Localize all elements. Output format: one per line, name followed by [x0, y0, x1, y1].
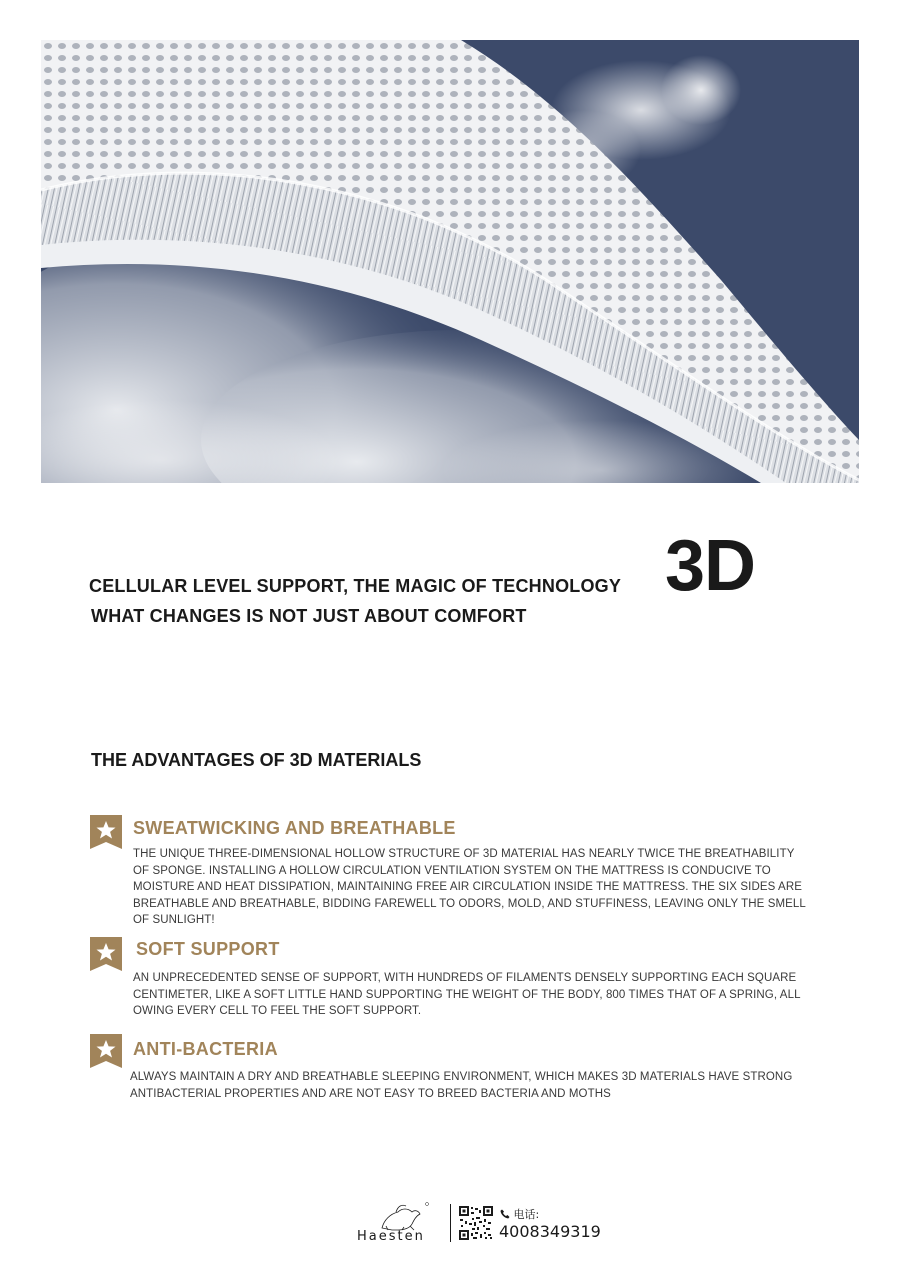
feature-body-anti-bacteria: ALWAYS MAINTAIN A DRY AND BREATHABLE SLEEPING ENVIRONMENT, WHICH MAKES 3D MATERIALS HAVE STRONG ANTIBACTERIAL PROPERTIES AND ARE NOT EASY TO BREED BACTERIA AND MOTHS — [130, 1071, 793, 1100]
star-icon — [90, 815, 122, 849]
headline-3d-label: 3D — [665, 526, 756, 606]
feature-heading-soft-support: SOFT SUPPORT — [136, 939, 280, 959]
headline-line-1: CELLULAR LEVEL SUPPORT, THE MAGIC OF TECHNOLOGY — [89, 576, 622, 596]
star-icon — [90, 937, 122, 971]
headline-line-2: WHAT CHANGES IS NOT JUST ABOUT COMFORT — [91, 606, 527, 626]
phone-label — [500, 1206, 539, 1222]
brand-name: Haesten — [357, 1229, 425, 1244]
hero-image — [41, 40, 859, 483]
advantages-title: THE ADVANTAGES OF 3D MATERIALS — [91, 750, 422, 770]
feature-body-soft-support: AN UNPRECEDENTED SENSE OF SUPPORT, WITH HUNDREDS OF FILAMENTS DENSELY SUPPORTING EACH SQUARE CENTIMETER, LIKE A SOFT LITTLE HAND SUPPORTING THE WEIGHT OF THE BODY, 800 TIMES THAT OF A SPRING, ALL OWING EVERY CELL TO FEEL THE SOFT SUPPORT. — [133, 972, 801, 1018]
phone-label-text: 电话: — [513, 1208, 540, 1221]
feature-body-sweatwicking: THE UNIQUE THREE-DIMENSIONAL HOLLOW STRUCTURE OF 3D MATERIAL HAS NEARLY TWICE THE BREATHABILITY OF SPONGE. INSTALLING A HOLLOW CIRCULATION VENTILATION SYSTEM ON THE MATTRESS IS CONDUCIVE TO MOISTURE AND HEAT DISSIPATION, MAINTAINING FREE AIR CIRCULATION INSIDE THE MATTRESS. THE SIX SIDES ARE BREATHABLE AND BREATHABLE, BIDDING FAREWELL TO ODORS, MOLD, AND STUFFINESS, LEAVING ONLY THE SMELL OF SUNLIGHT! — [133, 848, 806, 927]
feature-heading-sweatwicking: SWEATWICKING AND BREATHABLE — [133, 818, 456, 838]
star-icon — [90, 1034, 122, 1068]
footer-divider — [450, 1204, 451, 1242]
phone-number: 4008349319 — [499, 1222, 601, 1241]
phone-icon — [500, 1209, 510, 1219]
mesh-fabric-illustration — [41, 40, 859, 483]
qr-code-icon — [459, 1206, 493, 1240]
feature-heading-anti-bacteria: ANTI-BACTERIA — [133, 1039, 278, 1059]
